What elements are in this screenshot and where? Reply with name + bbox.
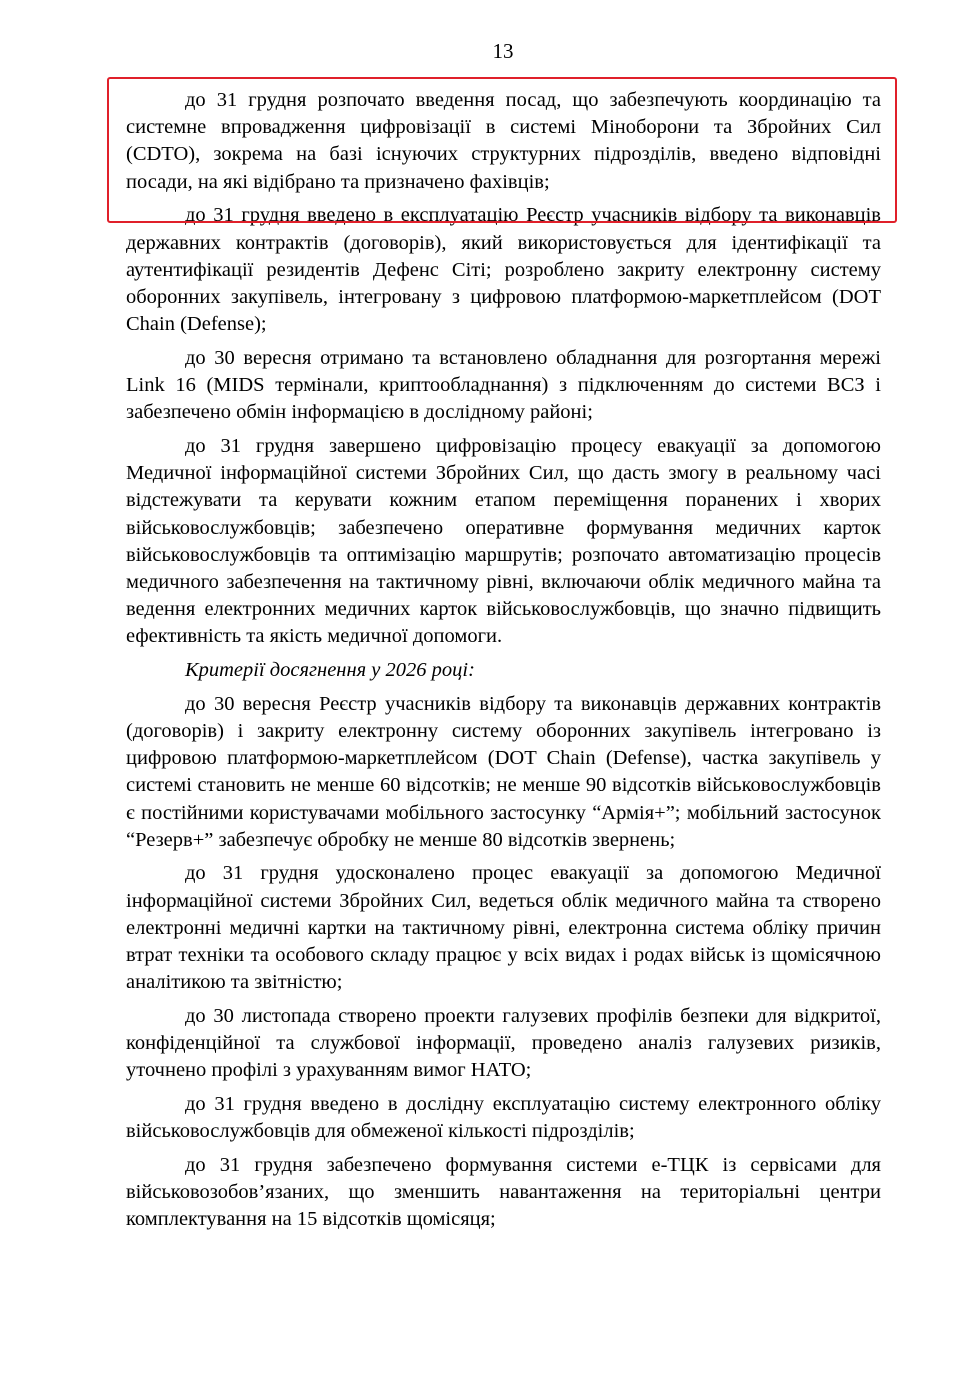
paragraph-e-tck: до 31 грудня забезпечено формування системи е-ТЦК із сервісами для військовозобов’язаних, що зменшить навантаження на територіальні центри комплектування на 15 відсотків щомісяця; <box>126 1154 881 1231</box>
paragraph-personnel-records: до 31 грудня введено в дослідну експлуатацію систему електронного обліку військовослужбовців для обмеженої кількості підрозділів; <box>126 1093 881 1143</box>
paragraph-link16: до 30 вересня отримано та встановлено обладнання для розгортання мережі Link 16 (MIDS термінали, криптообладнання) з підключенням до системи ВСЗ і забезпечено обмін інформацією в дослідному районі; <box>126 346 881 424</box>
paragraph-registry: до 31 грудня введено в експлуатацію Реєстр учасників відбору та виконавців державних контрактів (договорів), який використовується для ідентифікації та аутентифікації резидентів Дефенс Сіті; розроблено закриту електронну систему оборонних закупівель, інтегровану з цифровою платформою-маркетплейсом (DOT Chain (Defense); <box>126 204 881 336</box>
paragraph-medical-2026: до 31 грудня удосконалено процес евакуації за допомогою Медичної інформаційної системи Збройних Сил, ведеться облік медичного майна та створено електронні медичні картки на тактичному рівні, електронна система обліку причин втрат техніки та особового складу працює у всіх видах і родах військ із щомісячною аналітикою та звітністю; <box>126 862 881 994</box>
paragraph-cdto: до 31 грудня розпочато введення посад, що забезпечують координацію та системне впровадження цифровізації в системі Міноборони та Збройних Сил (CDTO), зокрема на базі існуючих структурних підрозділів, введено відповідні посади, на які відібрано та призначено фахівців; <box>126 89 881 193</box>
paragraph-security-profiles: до 30 листопада створено проекти галузевих профілів безпеки для відкритої, конфіденційної та службової інформації, проведено аналіз галузевих ризиків, уточнено профілі з урахуванням вимог НАТО; <box>126 1005 881 1082</box>
page-number: 13 <box>492 39 514 63</box>
paragraph-procurement-2026: до 30 вересня Реєстр учасників відбору та виконавців державних контрактів (договорів) і закриту електронну систему оборонних закупівель інтегровано із цифровою платформою-маркетплейсом (DOT Chain (Defense), частка закупівель у системі становить не менше 60 відсотків; не менше 90 відсотків військовослужбовців є постійними користувачами мобільного застосунку “Армія+”; мобільний застосунок “Резерв+” забезпечує обробку не менше 80 відсотків звернень; <box>126 692 881 851</box>
criteria-heading-2026: Критерії досягнення у 2026 році: <box>185 659 475 682</box>
paragraph-medical-evacuation: до 31 грудня завершено цифровізацію процесу евакуації за допомогою Медичної інформаційної системи Збройних Сил, що дасть змогу в реальному часі відстежувати та керувати кожним етапом переміщення поранених і хворих військовослужбовців; забезпечено оперативне формування медичних карток військовослужбовців та оптимізацію маршрутів; розпочато автоматизацію процесів медичного забезпечення на тактичному рівні, включаючи облік медичного майна та ведення електронних медичних карток військовослужбовців, що значно підвищить ефективність та якість медичної допомоги. <box>126 434 881 648</box>
document-body <box>126 87 881 1240</box>
